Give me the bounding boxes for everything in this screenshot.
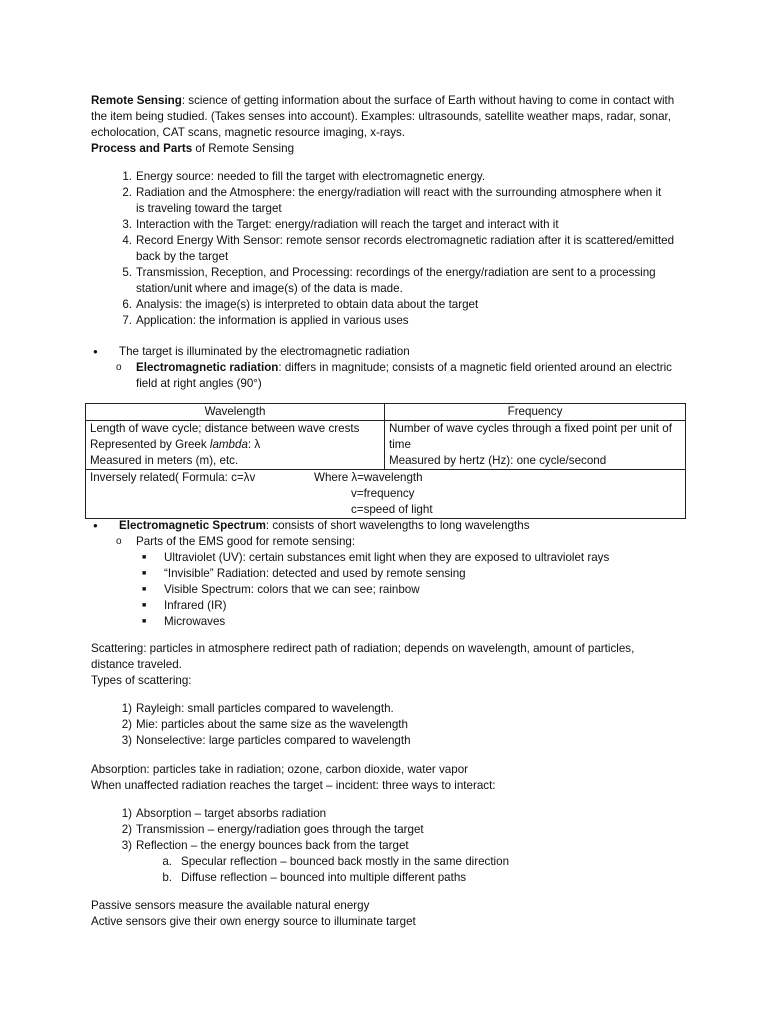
process-list (0, 169, 768, 329)
scattering-paragraph: Scattering: particles in atmosphere redirect path of radiation; depends on wavelength, amount of particles, distance traveled. Types of scattering: (91, 641, 691, 689)
formula-c: c=speed of light (351, 503, 433, 516)
list-item: 1) Absorption – target absorbs radiation (121, 807, 327, 820)
list-item: ■ Infrared (IR) (142, 599, 227, 612)
list-item: 3) Reflection – the energy bounces back from the target (121, 839, 409, 852)
intro-line-3: echolocation, CAT scans, magnetic resource imaging, x-rays. (91, 126, 406, 139)
circle-bullet-icon: o (116, 536, 122, 547)
table-row (86, 470, 686, 519)
square-bullet-icon: ■ (142, 554, 147, 561)
wavelength-cell: Length of wave cycle; distance between wave crests Represented by Greek lambda: λ Measured in meters (m), etc. (86, 421, 385, 470)
frequency-header: Frequency (385, 404, 686, 421)
list-item: ■ “Invisible” Radiation: detected and used by remote sensing (142, 567, 466, 580)
list-item: 6. Analysis: the image(s) is interpreted to obtain data about the target (122, 298, 479, 311)
intro-paragraph (91, 93, 691, 157)
list-item: ■ Microwaves (142, 615, 226, 628)
formula-where: Where λ=wavelength (314, 471, 423, 484)
square-bullet-icon: ■ (142, 586, 147, 593)
circle-bullet-icon: o (116, 362, 122, 373)
list-item: a. Specular reflection – bounced back mostly in the same direction (162, 855, 510, 868)
list-item: 5. Transmission, Reception, and Processing: recordings of the energy/radiation are sent to a processing station/unit where and image(s) of the data is made. (122, 266, 656, 295)
spectrum-section: ● Electromagnetic Spectrum: consists of short wavelengths to long wavelengths o Parts of the EMS good for remote sensing: ■ Ultraviolet (UV): certain substances emit light when they are exposed to ultraviolet rays ■ “Invisible” Radiation: detected and used by remote sensing ■ Visible Spectrum: colors that we can see; rainbow ■ Infrared (IR) ■ Microwaves (0, 518, 768, 630)
square-bullet-icon: ■ (142, 602, 147, 609)
process-heading: Process and Parts of Remote Sensing (91, 142, 295, 155)
bullet-icon: ● (93, 521, 98, 530)
bullet-icon: ● (93, 347, 98, 356)
illuminated-section: ● The target is illuminated by the electromagnetic radiation o Electromagnetic radiation: differs in magnitude; consists of a magnetic field oriented around an electric field at right angles (90°) (0, 344, 768, 392)
table-header-row (86, 404, 686, 421)
list-item: 1. Energy source: needed to fill the target with electromagnetic energy. (122, 170, 486, 183)
intro-line-1: : science of getting information about the surface of Earth without having to come in contact with (181, 94, 675, 107)
wavelength-header: Wavelength (86, 404, 385, 421)
em-radiation-line: Electromagnetic radiation: differs in magnitude; consists of a magnetic field oriented around an electric (136, 361, 672, 374)
list-item: 3) Nonselective: large particles compared to wavelength (121, 734, 411, 747)
active-sensors: Active sensors give their own energy source to illuminate target (91, 915, 416, 928)
remote-sensing-term: Remote Sensing (91, 94, 182, 107)
wavelength-frequency-table (85, 403, 686, 519)
types-label: Types of scattering: (91, 674, 192, 687)
formula-label: Inversely related( Formula: c=λv (90, 471, 256, 484)
list-item: 2. Radiation and the Atmosphere: the energy/radiation will react with the surrounding atmosphere when it is traveling toward the target (122, 186, 662, 215)
absorption-paragraph: Absorption: particles take in radiation; ozone, carbon dioxide, water vapor When unaffected radiation reaches the target – incident: three ways to interact: (91, 763, 496, 792)
list-item: 2) Transmission – energy/radiation goes through the target (121, 823, 424, 836)
list-item: b. Diffuse reflection – bounced into multiple different paths (162, 871, 467, 884)
spectrum-line: Electromagnetic Spectrum: consists of short wavelengths to long wavelengths (119, 519, 530, 532)
list-item: ■ Visible Spectrum: colors that we can see; rainbow (142, 583, 420, 596)
frequency-cell: Number of wave cycles through a fixed point per unit of time Measured by hertz (Hz): one cycle/second (385, 421, 686, 470)
list-item: 1) Rayleigh: small particles compared to wavelength. (121, 702, 394, 715)
sensors-paragraph (91, 898, 691, 930)
formula-v: v=frequency (351, 487, 415, 500)
list-item: ■ Ultraviolet (UV): certain substances emit light when they are exposed to ultraviolet rays (142, 551, 610, 564)
interaction-list (0, 806, 768, 886)
list-item: 2) Mie: particles about the same size as the wavelength (121, 718, 408, 731)
list-item: 3. Interaction with the Target: energy/radiation will reach the target and interact with it (122, 218, 559, 231)
illuminated-text: The target is illuminated by the electromagnetic radiation (119, 345, 410, 358)
list-item: 4. Record Energy With Sensor: remote sensor records electromagnetic radiation after it is scattered/emitted back by the target (122, 234, 675, 263)
intro-line-2: the item being studied. (Takes senses into account). Examples: ultrasounds, satellite weather maps, radar, sonar, (91, 110, 671, 123)
formula-cell (86, 470, 686, 519)
square-bullet-icon: ■ (142, 570, 147, 577)
passive-sensors: Passive sensors measure the available natural energy (91, 899, 370, 912)
scattering-list (0, 701, 768, 749)
list-item: 7. Application: the information is applied in various uses (122, 314, 409, 327)
square-bullet-icon: ■ (142, 618, 147, 625)
table-row (86, 421, 686, 470)
